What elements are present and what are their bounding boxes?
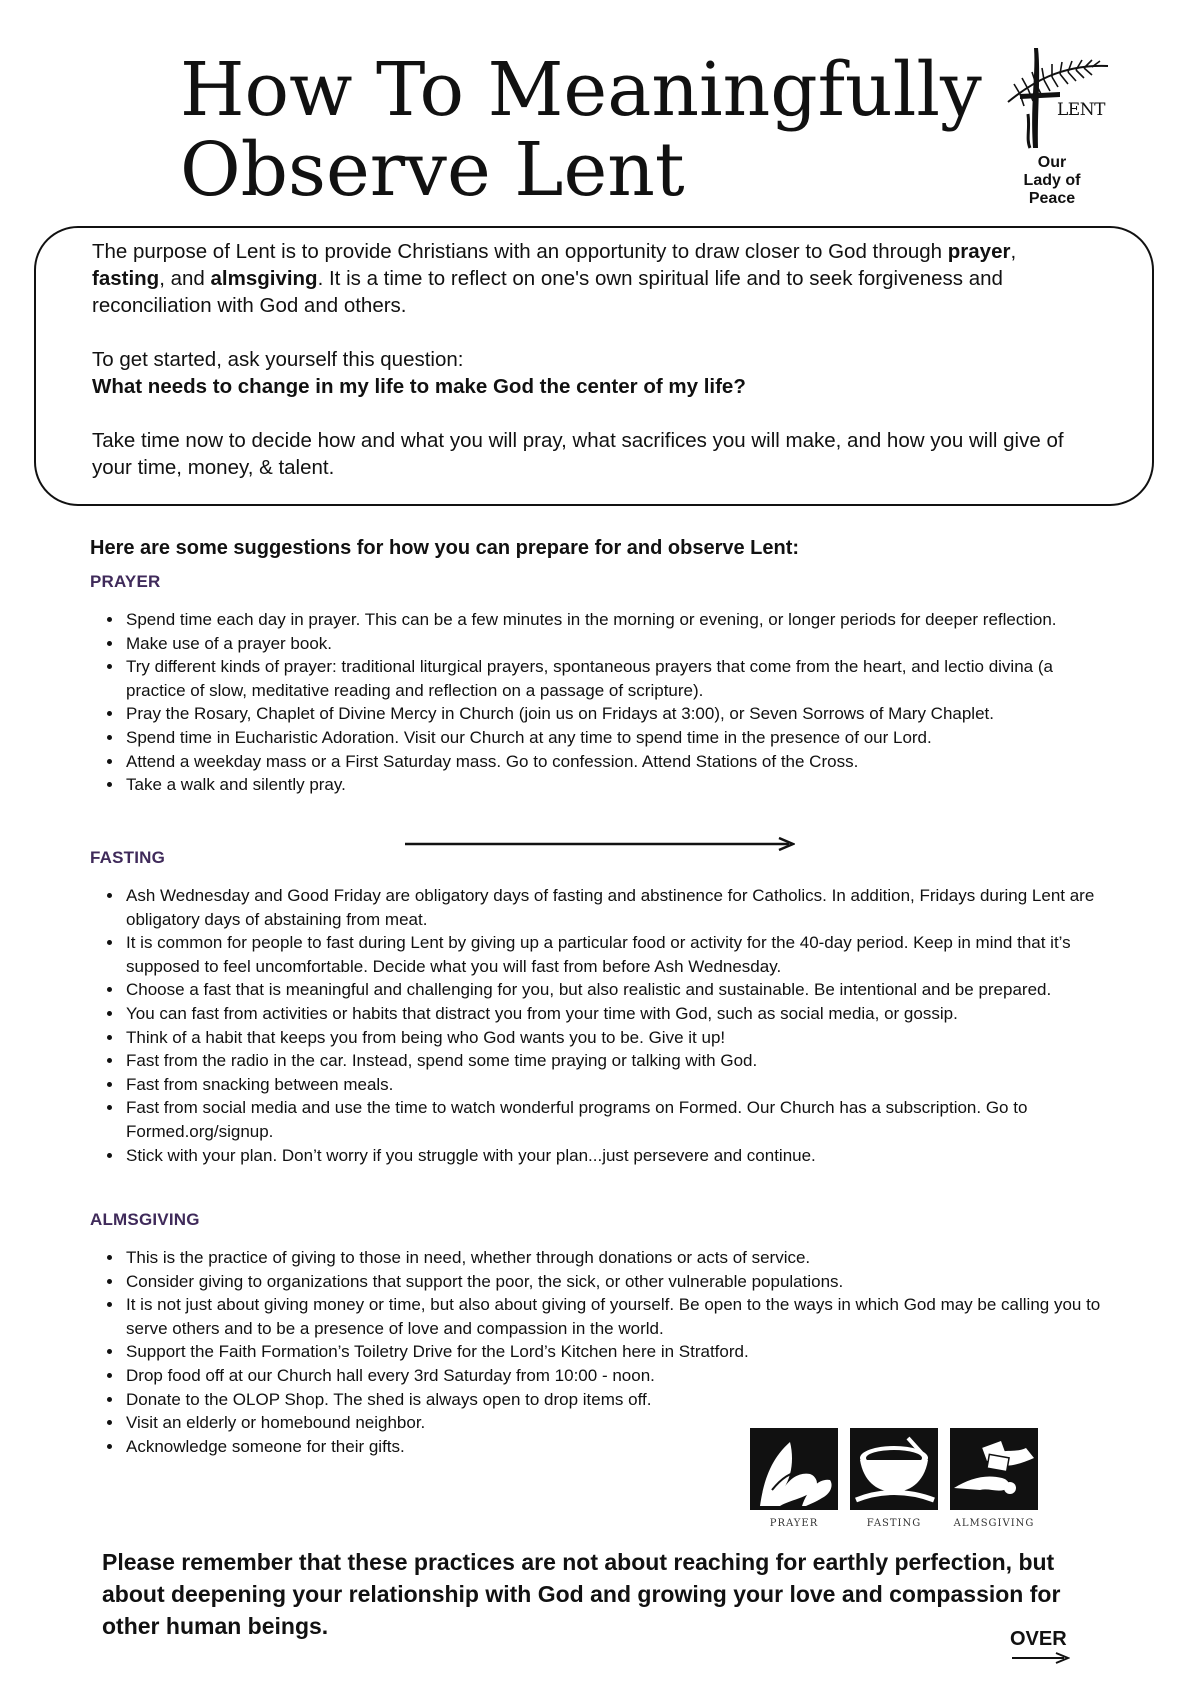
intro-purpose: The purpose of Lent is to provide Christians with an opportunity to draw closer to God through prayer, fasting, and almsgiving. It is a time to reflect on one's own spiritual life and to seek forgiveness and reconciliation with God and others.	[92, 240, 1017, 317]
list-item: • Drop food off at our Church hall every 3rd Saturday from 10:00 - noon.	[124, 1364, 1114, 1388]
almsgiving-list	[104, 1246, 1114, 1458]
list-item: • Make use of a prayer book.	[124, 632, 1114, 656]
arrow-icon	[405, 836, 795, 852]
list-item: • Donate to the OLOP Shop. The shed is always open to drop items off.	[124, 1388, 1114, 1412]
prayer-list	[104, 608, 1114, 797]
list-item: • Pray the Rosary, Chaplet of Divine Mercy in Church (join us on Fridays at 3:00), or Seven Sorrows of Mary Chaplet.	[124, 702, 1114, 726]
intro-box	[34, 226, 1154, 506]
over-arrow-icon	[1012, 1652, 1070, 1664]
praying-hands-icon	[750, 1428, 838, 1510]
list-item: • It is not just about giving money or time, but also about giving of yourself. Be open to the ways in which God may be calling you to serve others and to be a presence of love and compassion in the world.	[124, 1293, 1114, 1340]
list-item: • Choose a fast that is meaningful and challenging for you, but also realistic and sustainable. Be intentional and be prepared.	[124, 978, 1114, 1002]
fasting-list	[104, 884, 1114, 1167]
palm-cross-icon	[1000, 44, 1110, 154]
list-item: • Try different kinds of prayer: traditional liturgical prayers, spontaneous prayers that come from the heart, and lectio divina (a practice of slow, meditative reading and reflection on a passage of scripture).	[124, 655, 1114, 702]
lenten-pillars	[750, 1428, 1050, 1536]
prayer-icon-label: PRAYER	[769, 1518, 819, 1529]
list-item: • Think of a habit that keeps you from being who God wants you to be. Give it up!	[124, 1026, 1114, 1050]
suggestions-heading: Here are some suggestions for how you can prepare for and observe Lent:	[90, 537, 800, 559]
list-item: • Stick with your plan. Don’t worry if you struggle with your plan...just persevere and continue.	[124, 1144, 1114, 1168]
list-item: • Fast from the radio in the car. Instead, spend some time praying or talking with God.	[124, 1049, 1114, 1073]
list-item: • Visit an elderly or homebound neighbor.	[124, 1411, 1114, 1435]
title-line-1: How To Meaningfully	[180, 47, 982, 133]
list-item: • Fast from snacking between meals.	[124, 1073, 1114, 1097]
intro-decide: Take time now to decide how and what you will pray, what sacrifices you will make, and how you will give of your time, money, & talent.	[92, 429, 1064, 479]
almsgiving-heading: ALMSGIVING	[90, 1210, 200, 1229]
list-item: • Fast from social media and use the time to watch wonderful programs on Formed. Our Church has a subscription. Go to Formed.org/signup.	[124, 1096, 1114, 1143]
closing-statement: Please remember that these practices are not about reaching for earthly perfection, but about deepening your relationship with God and growing your love and compassion for other human beings.	[102, 1549, 1061, 1639]
logo-word: LENT	[1057, 100, 1105, 120]
title-line-2: Observe Lent	[180, 127, 685, 213]
empty-bowl-icon	[850, 1428, 938, 1510]
list-item: • Ash Wednesday and Good Friday are obligatory days of fasting and abstinence for Catholics. In addition, Fridays during Lent are obligatory days of abstaining from meat.	[124, 884, 1114, 931]
list-item: • Acknowledge someone for their gifts.	[124, 1435, 1114, 1459]
list-item: • Spend time in Eucharistic Adoration. Visit our Church at any time to spend time in the presence of our Lord.	[124, 726, 1114, 750]
list-item: • Attend a weekday mass or a First Saturday mass. Go to confession. Attend Stations of the Cross.	[124, 750, 1114, 774]
over-label: OVER	[1010, 1628, 1067, 1650]
almsgiving-icon-label: ALMSGIVING	[953, 1518, 1035, 1529]
list-item: • Spend time each day in prayer. This can be a few minutes in the morning or evening, or longer periods for deeper reflection.	[124, 608, 1114, 632]
intro-question: To get started, ask yourself this question: What needs to change in my life to make God the center of my life?	[92, 348, 746, 398]
giving-hands-icon	[950, 1428, 1038, 1510]
fasting-heading: FASTING	[90, 848, 166, 867]
fasting-icon-label: FASTING	[866, 1518, 922, 1529]
parish-name: Our Lady of Peace	[1023, 154, 1081, 207]
list-item: • Support the Faith Formation’s Toiletry Drive for the Lord’s Kitchen here in Stratford.	[124, 1340, 1114, 1364]
list-item: • Consider giving to organizations that support the poor, the sick, or other vulnerable populations.	[124, 1270, 1114, 1294]
page-title	[180, 47, 982, 213]
list-item: • You can fast from activities or habits that distract you from your time with God, such as social media, or gossip.	[124, 1002, 1114, 1026]
list-item: • It is common for people to fast during Lent by giving up a particular food or activity for the 40-day period. Keep in mind that it’s supposed to feel uncomfortable. Decide what you will fast from before Ash Wednesday.	[124, 931, 1114, 978]
list-item: • Take a walk and silently pray.	[124, 773, 1114, 797]
list-item: • This is the practice of giving to those in need, whether through donations or acts of service.	[124, 1246, 1114, 1270]
prayer-heading: PRAYER	[90, 572, 161, 591]
parish-logo	[1000, 44, 1120, 214]
